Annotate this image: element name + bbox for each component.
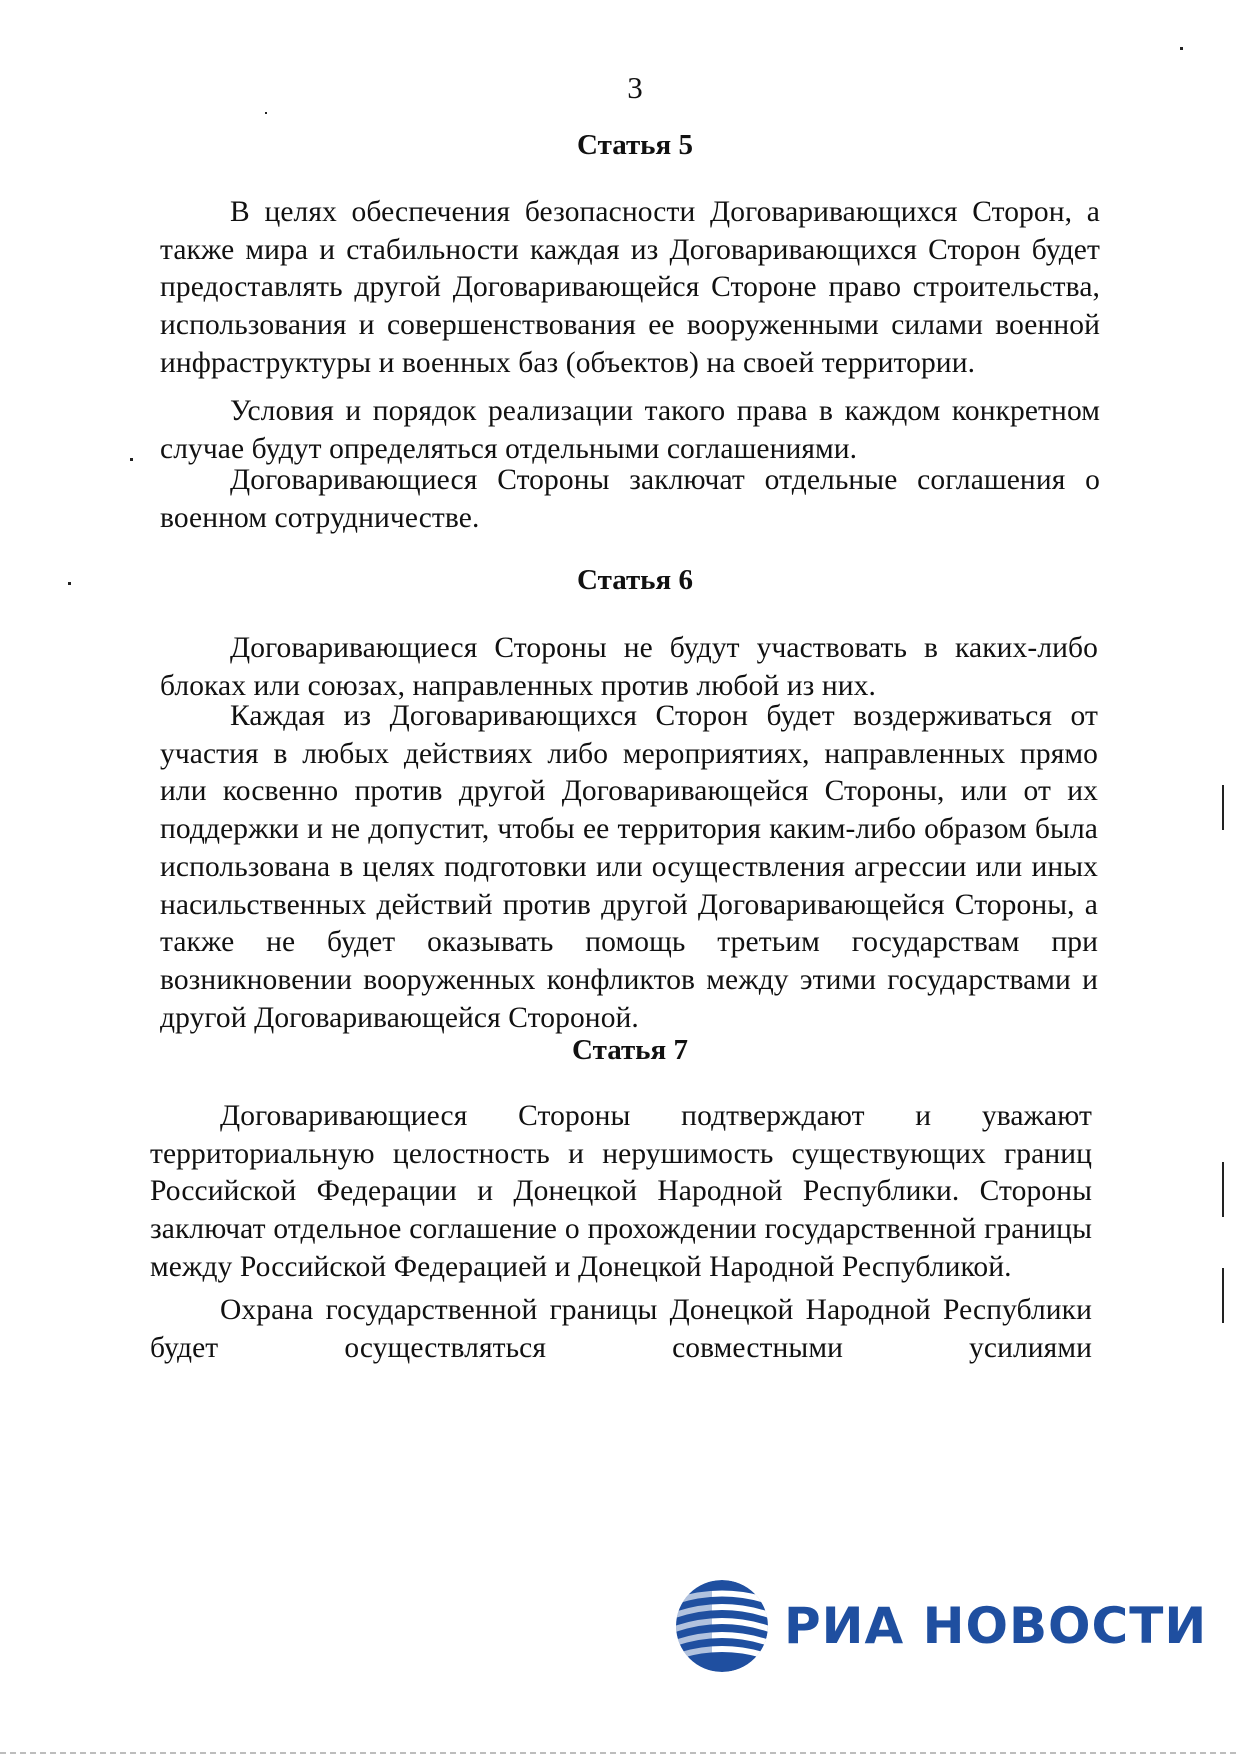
page-number: 3 [627,70,643,105]
scan-mark [1180,47,1183,50]
ria-novosti-wordmark: РИА НОВОСТИ [784,1596,1208,1655]
scan-mark [1222,1268,1224,1323]
article-6-paragraph-2: Каждая из Договаривающихся Сторон будет воздерживаться от участия в любых действиях либо мероприятиях, направленных прямо или косвенно против другой Договаривающейся Стороны, или от их поддержки и не допустит, чтобы ее территория каким-либо образом была использована в целях подготовки или осуществления агрессии или иных насильственных действий против другой Договаривающейся Стороны, а также не будет оказывать помощь третьим государствам при возникновении вооруженных конфликтов между этими государствами и другой Договаривающейся Стороной. [160,700,1098,1034]
article-7-paragraph-2: Охрана государственной границы Донецкой Народной Республики будет осуществляться совместными усилиями [150,1294,1092,1364]
scan-mark [130,458,133,461]
article-6-heading: Статья 6 [577,564,693,596]
article-5-heading: Статья 5 [577,129,693,161]
scan-mark [1222,785,1224,830]
article-6-paragraph-1: Договаривающиеся Стороны не будут участвовать в каких-либо блоках или союзах, направленных против любой из них. [160,632,1098,702]
ria-novosti-watermark [672,1568,1208,1683]
scan-mark [265,112,267,114]
scan-mark [1222,1162,1224,1217]
article-7-paragraph-1: Договаривающиеся Стороны подтверждают и уважают территориальную целостность и нерушимость существующих границ Российской Федерации и Донецкой Народной Республики. Стороны заключат отдельное соглашение о прохождении государственной границы между Российской Федерацией и Донецкой Народной Республикой. [150,1100,1092,1283]
article-7-heading: Статья 7 [572,1034,688,1066]
article-5-paragraph-3: Договаривающиеся Стороны заключат отдельные соглашения о военном сотрудничестве. [160,464,1100,534]
ria-novosti-globe-icon [672,1576,772,1676]
scan-mark [68,582,71,585]
scan-edge-line [0,1752,1239,1754]
article-5-paragraph-2: Условия и порядок реализации такого права в каждом конкретном случае будут определяться отдельными соглашениями. [160,395,1100,465]
article-5-paragraph-1: В целях обеспечения безопасности Договаривающихся Сторон, а также мира и стабильности каждая из Договаривающихся Сторон будет предоставлять другой Договаривающейся Стороне право строительства, использования и совершенствования ее вооруженными силами военной инфраструктуры и военных баз (объектов) на своей территории. [160,196,1100,379]
